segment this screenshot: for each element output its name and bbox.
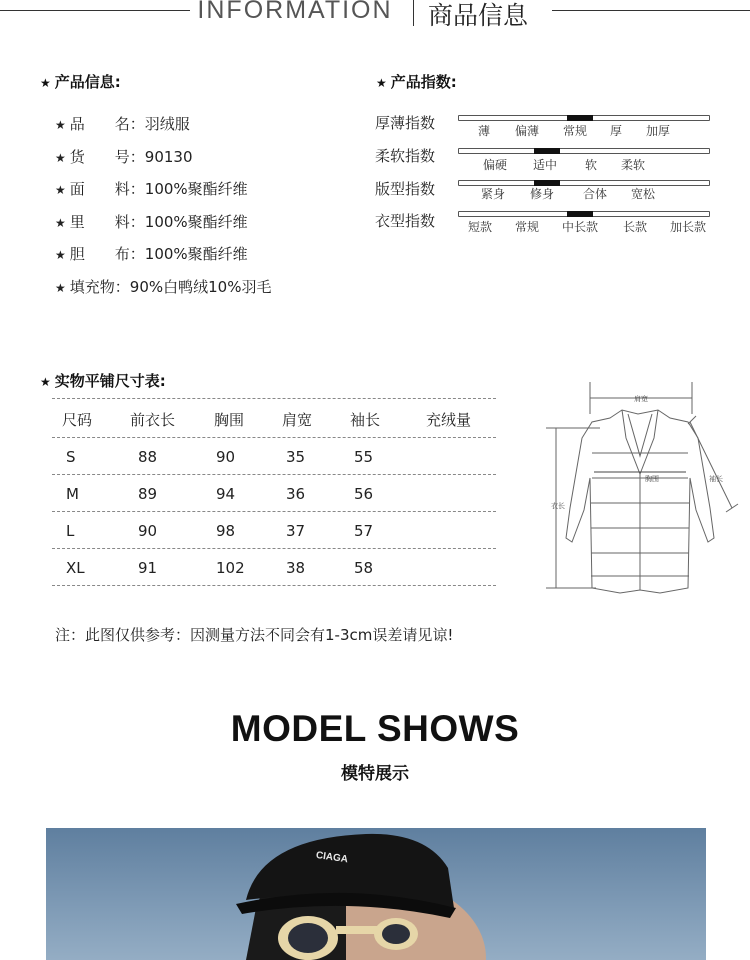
- product-info-key: 胆 布: [69, 245, 130, 263]
- index-option: 加长款: [670, 220, 707, 234]
- product-info-value: 90%白鸭绒10%羽毛: [129, 278, 272, 296]
- table-cell: 94: [216, 485, 236, 503]
- index-option: 紧身: [481, 187, 506, 201]
- table-cell: 57: [354, 522, 374, 540]
- sunglasses-lens-left: [288, 923, 328, 953]
- table-cell: 37: [286, 522, 306, 540]
- size-table-title: ★ 实物平铺尺寸表:: [40, 372, 166, 390]
- size-table: [52, 398, 496, 586]
- star-icon: ★: [40, 76, 51, 90]
- product-info-item: [55, 276, 271, 297]
- table-header-cell: 胸围: [214, 411, 245, 429]
- garment-measure-diagram: [540, 378, 750, 608]
- model-photo: [46, 828, 706, 960]
- index-option: 长款: [623, 220, 648, 234]
- colon: ：: [129, 213, 145, 231]
- product-info-item: [55, 146, 193, 167]
- product-info-value: 羽绒服: [144, 115, 190, 133]
- product-info-key: 品 名: [69, 115, 130, 133]
- index-option: 修身: [530, 187, 555, 201]
- colon: ：: [129, 180, 145, 198]
- table-cell: 38: [286, 559, 306, 577]
- table-cell: 102: [216, 559, 245, 577]
- index-scale-bar: [458, 211, 710, 217]
- index-option: 加厚: [646, 124, 671, 138]
- star-icon: ★: [376, 76, 387, 90]
- index-option: 薄: [478, 124, 491, 138]
- star-icon: ★: [55, 216, 66, 230]
- star-icon: ★: [55, 281, 66, 295]
- star-icon: ★: [55, 118, 66, 132]
- shoulder-label: 肩宽: [634, 395, 648, 403]
- star-icon: ★: [55, 151, 66, 165]
- sleeve-dim-line: [690, 422, 732, 508]
- product-info-key: 填充物: [69, 278, 115, 296]
- table-row: [52, 438, 496, 475]
- product-index-title: ★ 产品指数:: [376, 73, 457, 91]
- table-cell: S: [66, 448, 76, 466]
- length-label: 衣长: [551, 502, 565, 510]
- table-cell: 55: [354, 448, 374, 466]
- table-header-cell: 肩宽: [282, 411, 313, 429]
- index-option: 常规: [515, 220, 540, 234]
- table-row: [52, 549, 496, 586]
- header-rule-left: [0, 10, 190, 11]
- measurement-note: 注：此图仅供参考：因测量方法不同会有1-3cm误差请见谅!: [55, 626, 454, 644]
- header-separator: [413, 0, 414, 26]
- table-cell: 98: [216, 522, 236, 540]
- index-option: 中长款: [562, 220, 599, 234]
- model-photo-illustration: [46, 828, 706, 960]
- index-option: 常规: [563, 124, 588, 138]
- header-title-cn: 商品信息: [428, 1, 529, 30]
- table-cell: 56: [354, 485, 374, 503]
- table-cell: 88: [138, 448, 158, 466]
- index-option: 短款: [468, 220, 493, 234]
- header-rule-right: [552, 10, 750, 11]
- product-info-title: ★ 产品信息:: [40, 73, 121, 91]
- index-scale-bar: [458, 115, 710, 121]
- index-option: 软: [585, 158, 598, 172]
- chest-label: 胸围: [645, 475, 659, 483]
- table-cell: 58: [354, 559, 374, 577]
- index-option: 适中: [533, 158, 558, 172]
- header-title-en: INFORMATION: [197, 0, 393, 24]
- table-cell: XL: [66, 559, 85, 577]
- star-icon: ★: [55, 248, 66, 262]
- product-info-item: [55, 243, 248, 264]
- product-info-value: 100%聚酯纤维: [144, 213, 248, 231]
- table-row: [52, 475, 496, 512]
- index-selected-marker: [567, 115, 593, 121]
- table-header-cell: 前衣长: [130, 411, 176, 429]
- product-info-value: 90130: [144, 148, 193, 166]
- product-info-value: 100%聚酯纤维: [144, 245, 248, 263]
- index-option: 厚: [610, 124, 623, 138]
- index-option: 柔软: [621, 158, 646, 172]
- table-cell: 90: [216, 448, 236, 466]
- table-cell: 90: [138, 522, 158, 540]
- product-info-item: [55, 178, 248, 199]
- index-option: 合体: [583, 187, 608, 201]
- colon: ：: [129, 245, 145, 263]
- star-icon: ★: [55, 183, 66, 197]
- model-shows-subtitle: 模特展示: [341, 764, 409, 784]
- table-header-cell: 尺码: [62, 411, 93, 429]
- sunglasses-lens-right: [382, 924, 410, 944]
- index-option: 宽松: [631, 187, 656, 201]
- table-cell: 89: [138, 485, 158, 503]
- index-option: 偏薄: [515, 124, 540, 138]
- table-cell: 36: [286, 485, 306, 503]
- product-info-item: [55, 211, 248, 232]
- product-info-key: 货 号: [69, 148, 130, 166]
- model-shows-title: MODEL SHOWS: [230, 708, 520, 749]
- index-label: 版型指数: [375, 180, 436, 198]
- table-header-cell: 充绒量: [426, 411, 472, 429]
- product-info-key: 里 料: [69, 213, 130, 231]
- index-label: 柔软指数: [375, 147, 436, 165]
- table-cell: 91: [138, 559, 158, 577]
- colon: ：: [129, 148, 145, 166]
- table-cell: 35: [286, 448, 306, 466]
- product-info-key: 面 料: [69, 180, 130, 198]
- product-info-item: [55, 113, 190, 134]
- table-cell: M: [66, 485, 79, 503]
- star-icon: ★: [40, 375, 51, 389]
- index-scale-bar: [458, 148, 710, 154]
- cap-logo-text: CIAGA: [315, 849, 349, 866]
- sleeve-label: 袖长: [709, 475, 723, 483]
- table-header-cell: 袖长: [350, 411, 381, 429]
- index-option: 偏硬: [483, 158, 508, 172]
- colon: ：: [114, 278, 130, 296]
- index-selected-marker: [567, 211, 593, 217]
- table-row: [52, 512, 496, 549]
- table-header-row: [52, 398, 496, 438]
- table-cell: L: [66, 522, 75, 540]
- index-label: 厚薄指数: [375, 114, 436, 132]
- index-label: 衣型指数: [375, 212, 436, 230]
- index-selected-marker: [534, 148, 560, 154]
- colon: ：: [129, 115, 145, 133]
- product-info-value: 100%聚酯纤维: [144, 180, 248, 198]
